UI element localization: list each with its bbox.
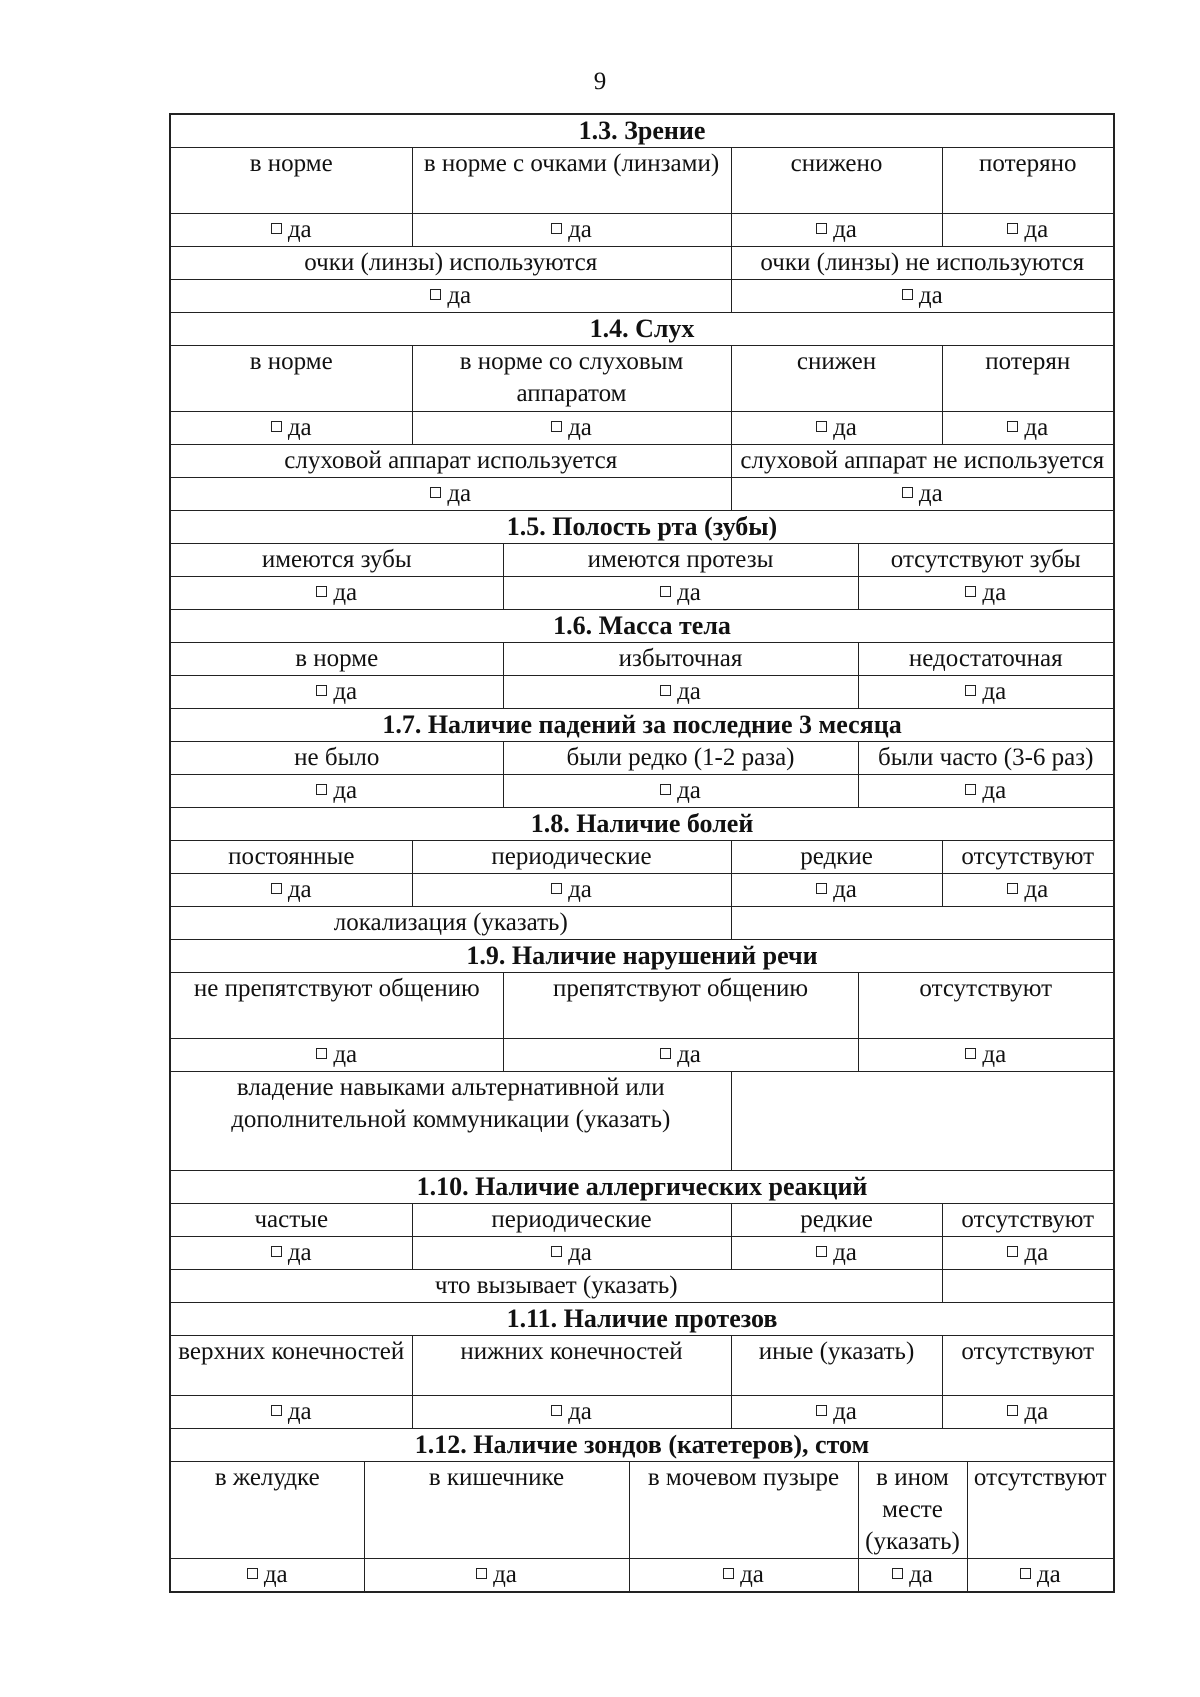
pain-option-constant: постоянные	[170, 841, 412, 874]
hearing-aid-not-used-checkbox[interactable]: да	[731, 478, 1114, 511]
prosthesis-option-absent: отсутствуют	[942, 1336, 1114, 1396]
probe-option-absent: отсутствуют	[967, 1462, 1114, 1559]
vision-glasses-checkbox[interactable]: да	[412, 214, 731, 247]
checkbox-icon[interactable]	[271, 421, 282, 432]
teeth-dentures-checkbox[interactable]: да	[503, 577, 858, 610]
pain-absent-checkbox[interactable]: да	[942, 874, 1114, 907]
glasses-not-used-checkbox[interactable]: да	[731, 280, 1114, 313]
hearing-aid-not-used-label: слуховой аппарат не используется	[731, 445, 1114, 478]
checkbox-icon[interactable]	[551, 421, 562, 432]
hearing-option-lost: потерян	[942, 346, 1114, 412]
vision-reduced-checkbox[interactable]: да	[731, 214, 942, 247]
mass-option-normal: в норме	[170, 643, 503, 676]
speech-option-not-hindering: не препятствуют общению	[170, 973, 503, 1039]
falls-option-rare: были редко (1-2 раза)	[503, 742, 858, 775]
glasses-used-checkbox[interactable]: да	[170, 280, 731, 313]
probe-stomach-checkbox[interactable]: да	[170, 1559, 364, 1593]
hearing-reduced-checkbox[interactable]: да	[731, 412, 942, 445]
glasses-not-used-label: очки (линзы) не используются	[731, 247, 1114, 280]
allergy-rare-checkbox[interactable]: да	[731, 1237, 942, 1270]
checkbox-icon[interactable]	[965, 1048, 976, 1059]
section-vision-title: 1.3. Зрение	[170, 114, 1114, 148]
section-oral-cavity-title: 1.5. Полость рта (зубы)	[170, 511, 1114, 544]
checkbox-icon[interactable]	[1007, 1405, 1018, 1416]
pain-periodic-checkbox[interactable]: да	[412, 874, 731, 907]
checkbox-icon[interactable]	[316, 1048, 327, 1059]
hearing-aid-used-label: слуховой аппарат используется	[170, 445, 731, 478]
checkbox-icon[interactable]	[965, 586, 976, 597]
teeth-absent-checkbox[interactable]: да	[858, 577, 1114, 610]
section-probes-title: 1.12. Наличие зондов (катетеров), стом	[170, 1429, 1114, 1462]
teeth-option-absent: отсутствуют зубы	[858, 544, 1114, 577]
alt-communication-input[interactable]	[731, 1072, 1114, 1171]
checkbox-icon[interactable]	[247, 1568, 258, 1579]
hearing-option-reduced: снижен	[731, 346, 942, 412]
checkbox-icon[interactable]	[965, 685, 976, 696]
probe-other-place-checkbox[interactable]: да	[858, 1559, 967, 1593]
vision-option-normal-with-glasses: в норме с очками (линзами)	[412, 148, 731, 214]
checkbox-icon[interactable]	[816, 1405, 827, 1416]
speech-option-absent: отсутствуют	[858, 973, 1114, 1039]
teeth-option-present: имеются зубы	[170, 544, 503, 577]
allergy-frequent-checkbox[interactable]: да	[170, 1237, 412, 1270]
checkbox-icon[interactable]	[816, 1246, 827, 1257]
mass-insufficient-checkbox[interactable]: да	[858, 676, 1114, 709]
allergy-option-frequent: частые	[170, 1204, 412, 1237]
prosthesis-absent-checkbox[interactable]: да	[942, 1396, 1114, 1429]
section-body-mass-title: 1.6. Масса тела	[170, 610, 1114, 643]
falls-option-none: не было	[170, 742, 503, 775]
mass-option-excess: избыточная	[503, 643, 858, 676]
checkbox-icon[interactable]	[316, 685, 327, 696]
probe-option-intestine: в кишечнике	[364, 1462, 629, 1559]
checkbox-icon[interactable]	[430, 487, 441, 498]
checkbox-icon[interactable]	[271, 883, 282, 894]
glasses-used-label: очки (линзы) используются	[170, 247, 731, 280]
vision-normal-checkbox[interactable]: да	[170, 214, 412, 247]
checkbox-icon[interactable]	[1007, 1246, 1018, 1257]
prosthesis-upper-checkbox[interactable]: да	[170, 1396, 412, 1429]
checkbox-icon[interactable]	[551, 1246, 562, 1257]
prosthesis-option-upper-limbs: верхних конечностей	[170, 1336, 412, 1396]
probe-intestine-checkbox[interactable]: да	[364, 1559, 629, 1593]
pain-option-periodic: периодические	[412, 841, 731, 874]
pain-localization-input[interactable]	[731, 907, 1114, 940]
checkbox-icon[interactable]	[660, 784, 671, 795]
pain-rare-checkbox[interactable]: да	[731, 874, 942, 907]
speech-hindering-checkbox[interactable]: да	[503, 1039, 858, 1072]
prosthesis-option-lower-limbs: нижних конечностей	[412, 1336, 731, 1396]
pain-option-absent: отсутствуют	[942, 841, 1114, 874]
falls-none-checkbox[interactable]: да	[170, 775, 503, 808]
allergy-option-absent: отсутствуют	[942, 1204, 1114, 1237]
checkbox-icon[interactable]	[965, 784, 976, 795]
section-allergy-title: 1.10. Наличие аллергических реакций	[170, 1171, 1114, 1204]
falls-frequent-checkbox[interactable]: да	[858, 775, 1114, 808]
probe-bladder-checkbox[interactable]: да	[629, 1559, 858, 1593]
checkbox-icon[interactable]	[551, 1405, 562, 1416]
mass-normal-checkbox[interactable]: да	[170, 676, 503, 709]
allergy-option-periodic: периодические	[412, 1204, 731, 1237]
hearing-option-normal: в норме	[170, 346, 412, 412]
probe-option-bladder: в мочевом пузыре	[629, 1462, 858, 1559]
vision-option-reduced: снижено	[731, 148, 942, 214]
section-hearing-title: 1.4. Слух	[170, 313, 1114, 346]
allergy-option-rare: редкие	[731, 1204, 942, 1237]
assessment-form-table	[169, 113, 1115, 1593]
checkbox-icon[interactable]	[271, 223, 282, 234]
prosthesis-other-checkbox[interactable]: да	[731, 1396, 942, 1429]
probe-option-stomach: в желудке	[170, 1462, 364, 1559]
hearing-aid-checkbox[interactable]: да	[412, 412, 731, 445]
speech-option-hindering: препятствуют общению	[503, 973, 858, 1039]
section-speech-title: 1.9. Наличие нарушений речи	[170, 940, 1114, 973]
allergy-cause-input[interactable]	[942, 1270, 1114, 1303]
checkbox-icon[interactable]	[1020, 1568, 1031, 1579]
checkbox-icon[interactable]	[902, 289, 913, 300]
checkbox-icon[interactable]	[1007, 223, 1018, 234]
checkbox-icon[interactable]	[271, 1405, 282, 1416]
checkbox-icon[interactable]	[316, 586, 327, 597]
prosthesis-option-other: иные (указать)	[731, 1336, 942, 1396]
checkbox-icon[interactable]	[551, 223, 562, 234]
hearing-aid-used-checkbox[interactable]: да	[170, 478, 731, 511]
checkbox-icon[interactable]	[316, 784, 327, 795]
pain-constant-checkbox[interactable]: да	[170, 874, 412, 907]
pain-option-rare: редкие	[731, 841, 942, 874]
checkbox-icon[interactable]	[723, 1568, 734, 1579]
allergy-cause-label: что вызывает (указать)	[170, 1270, 942, 1303]
checkbox-icon[interactable]	[551, 883, 562, 894]
vision-lost-checkbox[interactable]: да	[942, 214, 1114, 247]
allergy-absent-checkbox[interactable]: да	[942, 1237, 1114, 1270]
section-falls-title: 1.7. Наличие падений за последние 3 месяца	[170, 709, 1114, 742]
checkbox-icon[interactable]	[816, 883, 827, 894]
mass-excess-checkbox[interactable]: да	[503, 676, 858, 709]
checkbox-icon[interactable]	[892, 1568, 903, 1579]
teeth-option-dentures: имеются протезы	[503, 544, 858, 577]
mass-option-insufficient: недостаточная	[858, 643, 1114, 676]
page-number: 9	[593, 68, 607, 95]
checkbox-icon[interactable]	[271, 1246, 282, 1257]
speech-not-hindering-checkbox[interactable]: да	[170, 1039, 503, 1072]
checkbox-icon[interactable]	[816, 223, 827, 234]
checkbox-icon[interactable]	[430, 289, 441, 300]
alt-communication-label: владение навыками альтернативной или дополнительной коммуникации (указать)	[170, 1072, 731, 1171]
falls-rare-checkbox[interactable]: да	[503, 775, 858, 808]
checkbox-icon[interactable]	[476, 1568, 487, 1579]
probe-absent-checkbox[interactable]: да	[967, 1559, 1114, 1593]
vision-option-lost: потеряно	[942, 148, 1114, 214]
section-prostheses-title: 1.11. Наличие протезов	[170, 1303, 1114, 1336]
allergy-periodic-checkbox[interactable]: да	[412, 1237, 731, 1270]
checkbox-icon[interactable]	[1007, 421, 1018, 432]
checkbox-icon[interactable]	[660, 685, 671, 696]
checkbox-icon[interactable]	[816, 421, 827, 432]
checkbox-icon[interactable]	[660, 586, 671, 597]
hearing-option-normal-with-aid: в норме со слуховым аппаратом	[412, 346, 731, 412]
checkbox-icon[interactable]	[660, 1048, 671, 1059]
checkbox-icon[interactable]	[902, 487, 913, 498]
section-pain-title: 1.8. Наличие болей	[170, 808, 1114, 841]
probe-option-other-place: в ином месте (указать)	[858, 1462, 967, 1559]
hearing-lost-checkbox[interactable]: да	[942, 412, 1114, 445]
speech-absent-checkbox[interactable]: да	[858, 1039, 1114, 1072]
falls-option-frequent: были часто (3-6 раз)	[858, 742, 1114, 775]
teeth-present-checkbox[interactable]: да	[170, 577, 503, 610]
hearing-normal-checkbox[interactable]: да	[170, 412, 412, 445]
prosthesis-lower-checkbox[interactable]: да	[412, 1396, 731, 1429]
checkbox-icon[interactable]	[1007, 883, 1018, 894]
vision-option-normal: в норме	[170, 148, 412, 214]
pain-localization-label: локализация (указать)	[170, 907, 731, 940]
